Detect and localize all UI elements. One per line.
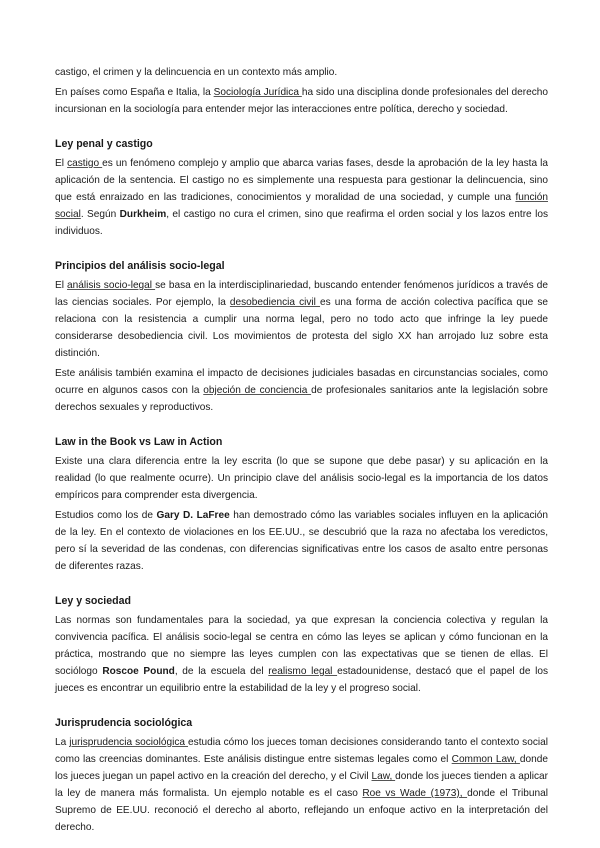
term-realismo-legal: realismo legal <box>268 666 338 677</box>
text-run: ha sido una disciplina donde profesionales del derecho incursionan en la sociología para entender mejor las interacciones entre política, derecho y sociedad. <box>55 87 548 115</box>
text-run: es una forma de acción colectiva pacífica que se relaciona con la resistencia a cumplir una norma legal, pero no todo acto que infringe la ley puede considerarse desobediencia civil. Los movimientos de protesta del siglo XX han arrojado luz sobre esta distinción. <box>55 297 548 359</box>
text-run: En países como España e Italia, la <box>55 87 214 98</box>
text-run: es un fenómeno complejo y amplio que abarca varias fases, desde la aprobación de la ley hasta la aplicación de la sentencia. El castigo no es simplemente una respuesta para gestionar la delincuencia, sino que está enraizado en las tradiciones, conocimientos y moralidad de una sociedad, y cumple una <box>55 158 549 203</box>
paragraph-law-in-book-1: Existe una clara diferencia entre la ley escrita (lo que se supone que debe pasar) y su aplicación en la realidad (lo que realmente ocurre). Un principio clave del análisis socio-legal es la importancia de los datos empíricos para comprender esta divergencia. <box>55 456 548 501</box>
heading-principios-analisis: Principios del análisis socio-legal <box>55 260 225 272</box>
name-durkheim: Durkheim <box>119 209 167 220</box>
term-funcion-social: función social <box>55 192 548 220</box>
term-jurisprudencia-sociologica: jurisprudencia sociológica <box>69 737 189 748</box>
heading-jurisprudencia-sociologica: Jurisprudencia sociológica <box>55 717 193 729</box>
term-castigo: castigo <box>67 158 103 169</box>
text-run: estadounidense, destacó que el papel de los jueces es encontrar un equilibrio entre la estabilidad de la ley y el progreso social. <box>55 666 549 694</box>
term-sociologia-juridica: Sociología Jurídica <box>213 87 302 98</box>
name-gary-lafree: Gary D. LaFree <box>156 510 230 521</box>
paragraph-jurisprudencia <box>55 734 548 836</box>
text-run: El <box>55 158 68 169</box>
text-run: . Según <box>80 209 120 220</box>
term-roe-vs-wade: Roe vs Wade (1973), <box>362 788 468 799</box>
text-run: La <box>55 737 70 748</box>
text-run: , de la escuela del <box>174 666 269 677</box>
heading-ley-penal-y-castigo: Ley penal y castigo <box>55 138 153 150</box>
paragraph-principios-2 <box>55 365 548 416</box>
term-objecion-de-conciencia: objeción de conciencia <box>203 385 312 396</box>
text-run: se basa en la interdisciplinariedad, buscando entender fenómenos jurídicos a través de las ciencias sociales. Por ejemplo, la <box>55 280 548 308</box>
text-run: Las normas son fundamentales para la sociedad, ya que expresan la conciencia colectiva y regulan la convivencia pacífica. El análisis socio-legal se centra en cómo las leyes se aplican y cómo funcionan en la práctica, mostrando que no siempre las leyes cumplen con las expectativas que se tienen de ellas. El sociólogo <box>55 615 548 677</box>
text-run: donde los jueces tienden a aplicar la ley de manera más formalista. Un ejemplo notable es el caso <box>55 771 548 799</box>
paragraph-ley-penal <box>55 155 548 240</box>
term-analisis-socio-legal: análisis socio-legal <box>67 280 156 291</box>
text-run: El <box>55 280 68 291</box>
intro-paragraph-1: castigo, el crimen y la delincuencia en un contexto más amplio. <box>55 67 338 78</box>
term-civil-law: Law, <box>371 771 396 782</box>
text-run: Este análisis también examina el impacto de decisiones judiciales basadas en circunstancias sociales, como ocurre en algunos casos con la <box>55 368 548 396</box>
intro-paragraph-2 <box>55 84 548 118</box>
paragraph-law-in-book-2 <box>55 507 548 575</box>
paragraph-ley-y-sociedad <box>55 612 548 697</box>
text-run: donde el Tribunal Supremo de EE.UU. reconoció el derecho al aborto, reflejando un enfoque activo en la interpretación del derecho. <box>55 788 548 833</box>
text-run: de profesionales sanitarios ante la legislación sobre derechos sexuales y reproductivos. <box>55 385 548 413</box>
term-common-law: Common Law, <box>451 754 520 765</box>
text-run: donde los jueces juegan un papel activo en la creación del derecho, y el Civil <box>55 754 548 782</box>
text-run: , el castigo no cura el crimen, sino que reafirma el orden social y los lazos entre los individuos. <box>55 209 548 237</box>
name-roscoe-pound: Roscoe Pound <box>102 666 175 677</box>
text-run: estudia cómo los jueces toman decisiones considerando tanto el contexto social como las creencias dominantes. Este análisis distingue entre sistemas legales como el <box>55 737 548 765</box>
heading-law-in-book: Law in the Book vs Law in Action <box>55 436 223 448</box>
term-desobediencia-civil: desobediencia civil <box>229 297 321 308</box>
text-run: Estudios como los de <box>55 510 157 521</box>
text-run: han demostrado cómo las variables sociales influyen en la aplicación de la ley. En el contexto de violaciones en los EE.UU., se descubrió que la raza no afectaba los veredictos, pero sí la severidad de las condenas, con diferencias significativas entre los casos de asalto entre personas de diferentes razas. <box>55 510 549 572</box>
heading-ley-y-sociedad: Ley y sociedad <box>55 595 131 607</box>
paragraph-principios-1 <box>55 277 548 362</box>
